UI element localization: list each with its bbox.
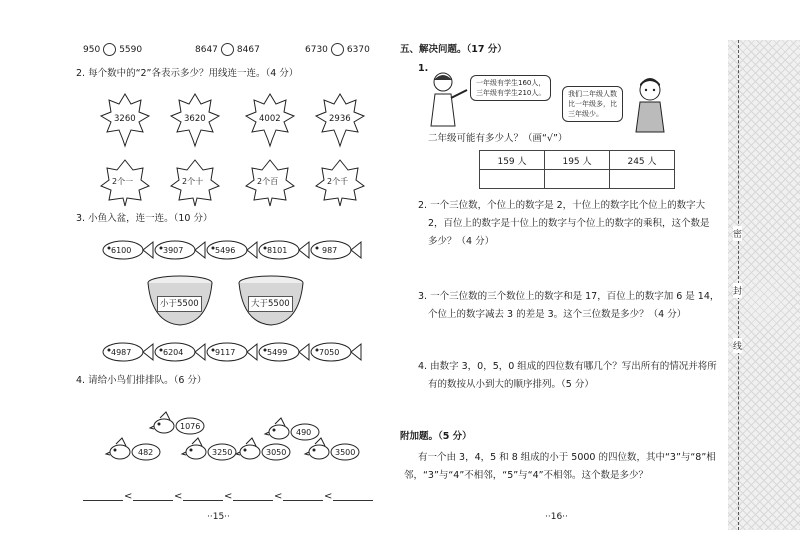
q4-title: 4. 请给小鸟们排排队。（6 分）: [76, 375, 207, 386]
compare-b: 8467: [236, 45, 260, 55]
r-q2-line-1: 2. 一个三位数，个位上的数字是 2，十位上的数字比个位上的数字大: [418, 200, 706, 211]
fish-top-3: 5496: [215, 246, 236, 255]
bubble-line: 我们二年级人数: [568, 90, 617, 98]
bonus-line-1: 有一个由 3，4，5 和 8 组成的小于 5000 的四位数，其中“3”与“8”相: [418, 452, 716, 463]
option-195: 195 人: [545, 151, 610, 170]
teacher-icon: [425, 70, 475, 130]
less-than: <: [224, 491, 233, 502]
birds: [100, 400, 370, 480]
seal-char-1: 密: [733, 226, 742, 241]
compare-b: 6370: [346, 45, 370, 55]
answer-blank[interactable]: [83, 500, 123, 501]
answer-blank[interactable]: [283, 500, 323, 501]
r-q4-line-1: 4. 由数字 3，0，5，0 组成的四位数有哪几个？写出所有的情况并将所: [418, 361, 717, 372]
r-q4-line-2: 有的数按从小到大的顺序排列。（5 分）: [428, 379, 594, 390]
fish-bottom-1: 4987: [111, 348, 132, 357]
r-q2-line-2: 2，百位上的数字是十位上的数字与个位上的数字的乘积，这个数是: [428, 218, 710, 229]
section-title: 五、解决问题。（17 分）: [400, 44, 507, 55]
compare-a: 950: [83, 45, 101, 55]
answer-1: 2个一: [112, 177, 134, 186]
fish-top-4: 8101: [267, 246, 288, 255]
bubble-line: 三年级有学生210人。: [476, 89, 546, 97]
answer-blank[interactable]: [133, 500, 173, 501]
less-than: <: [324, 491, 333, 502]
answer-2: 2个十: [182, 177, 204, 186]
answer-blank[interactable]: [183, 500, 223, 501]
r-q1-question: 二年级可能有多少人？（画“√”）: [428, 133, 568, 144]
q3-title: 3. 小鱼入盆，连一连。（10 分）: [76, 213, 213, 224]
r-q2-line-3: 多少？（4 分）: [428, 236, 495, 247]
check-cell[interactable]: [610, 170, 675, 189]
bonus-title: 附加题。（5 分）: [400, 431, 472, 442]
seal-char-3: 线: [733, 338, 742, 353]
answer-blank[interactable]: [333, 500, 373, 501]
bubble-line: 一年级有学生160人，: [476, 79, 546, 87]
options-table: [479, 150, 675, 189]
less-than: <: [124, 491, 133, 502]
answer-blank[interactable]: [233, 500, 273, 501]
seal-char-2: 封: [733, 283, 742, 298]
bowl-label-less: 小于5500: [157, 296, 202, 312]
compare-b: 5590: [119, 45, 143, 55]
fish-top-2: 3907: [163, 246, 184, 255]
leaf-number-1: 3260: [114, 114, 136, 124]
option-159: 159 人: [480, 151, 545, 170]
bubble-line: 三年级少。: [568, 110, 603, 118]
fish-bottom-3: 9117: [215, 348, 236, 357]
fish-bottom-4: 5499: [267, 348, 288, 357]
r-q3-line-1: 3. 一个三位数的三个数位上的数字和是 17，百位上的数字加 6 是 14，: [418, 291, 720, 302]
check-cell[interactable]: [480, 170, 545, 189]
compare-item-3: [305, 43, 370, 57]
less-than: <: [174, 491, 183, 502]
r-q3-line-2: 个位上的数字减去 3 的差是 3。这个三位数是多少？（4 分）: [428, 309, 687, 320]
compare-item-1: [83, 43, 142, 57]
leaf-number-4: 2936: [329, 114, 351, 124]
answer-3: 2个百: [257, 177, 279, 186]
r-q1-num: 1.: [418, 63, 429, 74]
compare-circle[interactable]: [221, 43, 234, 56]
bonus-line-2: 邻，“3”与“4”不相邻，“5”与“4”不相邻。这个数是多少？: [404, 470, 649, 481]
bird-number-4: 3250: [212, 448, 233, 457]
compare-circle[interactable]: [331, 43, 344, 56]
page-number-left: ··15··: [207, 512, 230, 522]
student-icon: [630, 78, 670, 133]
option-245: 245 人: [610, 151, 675, 170]
check-cell[interactable]: [545, 170, 610, 189]
bowl-label-greater: 大于5500: [248, 296, 293, 312]
bird-number-6: 3500: [335, 448, 356, 457]
bird-number-3: 482: [138, 448, 154, 457]
leaf-number-3: 4002: [259, 114, 281, 124]
fish-top-1: 6100: [111, 246, 132, 255]
bird-number-1: 1076: [180, 422, 201, 431]
compare-item-2: [195, 43, 260, 57]
compare-a: 8647: [195, 45, 218, 55]
page-number-right: ··16··: [545, 512, 568, 522]
speech-bubble-teacher: [470, 75, 551, 101]
fish-bottom-2: 6204: [163, 348, 184, 357]
compare-a: 6730: [305, 45, 328, 55]
fish-top-5: 987: [322, 246, 338, 255]
speech-bubble-student: [562, 86, 623, 122]
compare-circle[interactable]: [103, 43, 116, 56]
leaf-number-2: 3620: [184, 114, 206, 124]
bird-number-5: 3050: [266, 448, 287, 457]
less-than: <: [274, 491, 283, 502]
q2-title: 2. 每个数中的“2”各表示多少？用线连一连。（4 分）: [76, 68, 299, 79]
bird-number-2: 490: [296, 428, 312, 437]
bubble-line: 比一年级多，比: [568, 100, 617, 108]
fish-bottom-5: 7050: [319, 348, 340, 357]
answer-4: 2个千: [327, 177, 349, 186]
